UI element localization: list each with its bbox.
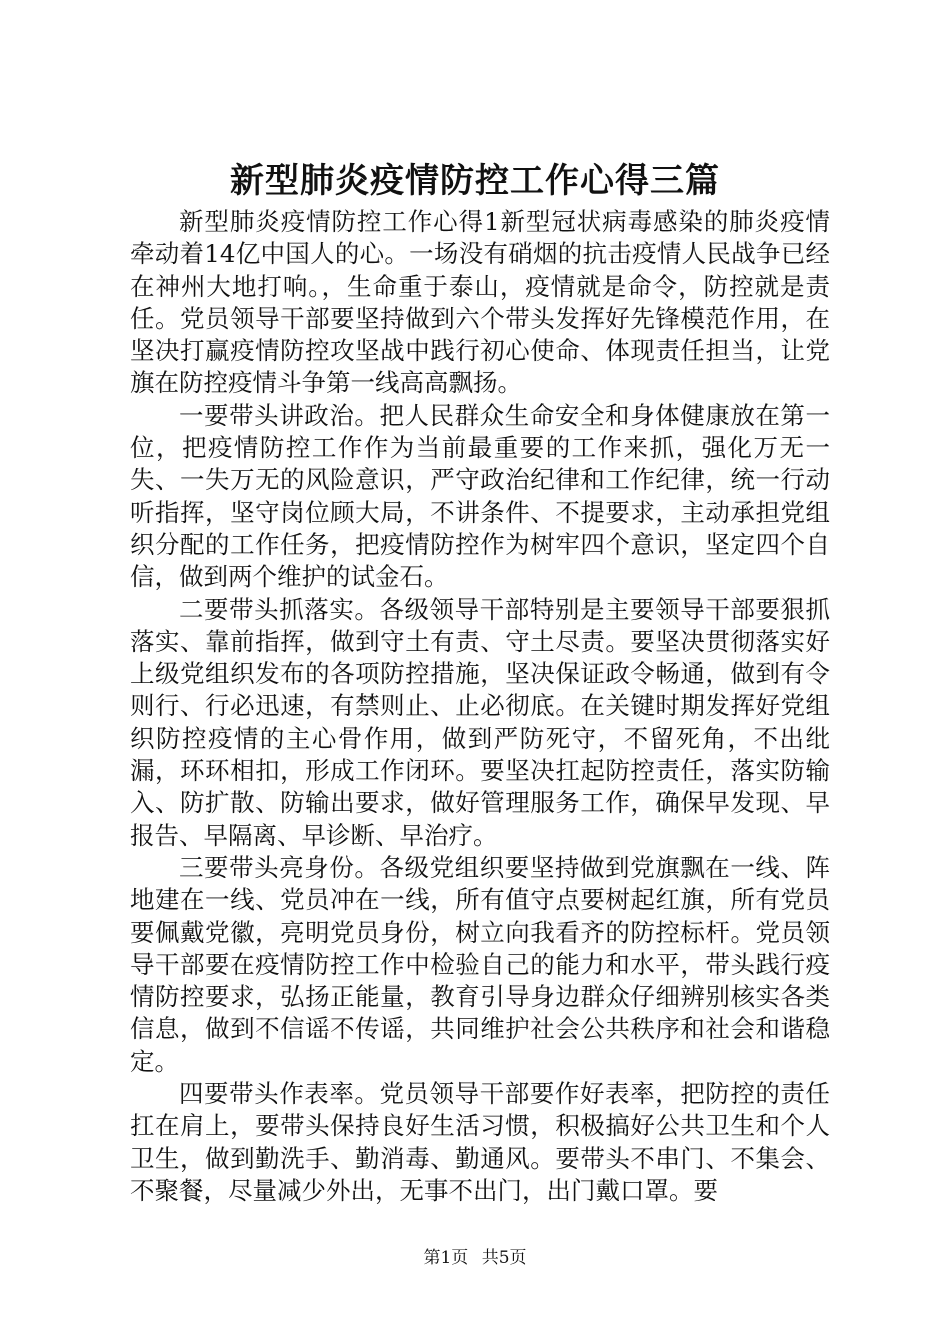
paragraph-intro: 新型肺炎疫情防控工作心得1新型冠状病毒感染的肺炎疫情牵动着14亿中国人的心。一场没有硝烟的抗击疫情人民战争已经在神州大地打响。，生命重于泰山，疫情就是命令，防控就是责任。党员领导干部要坚持做到六个带头发挥好先锋模范作用，在坚决打赢疫情防控攻坚战中践行初心使命、体现责任担当，让党旗在防控疫情斗争第一线高高飘扬。 <box>130 207 830 398</box>
page-number: 第1页 <box>423 1248 469 1268</box>
document-title: 新型肺炎疫情防控工作心得三篇 <box>230 161 720 201</box>
page-total: 共5页 <box>481 1248 527 1268</box>
paragraph-point-1: 一要带头讲政治。把人民群众生命安全和身体健康放在第一位，把疫情防控工作作为当前最重要的工作来抓，强化万无一失、一失万无的风险意识，严守政治纪律和工作纪律，统一行动听指挥，坚守岗位顾大局，不讲条件、不提要求，主动承担党组织分配的工作任务，把疫情防控作为树牢四个意识，坚定四个自信，做到两个维护的试金石。 <box>130 400 830 592</box>
paragraph-point-3: 三要带头亮身份。各级党组织要坚持做到党旗飘在一线、阵地建在一线、党员冲在一线，所有值守点要树起红旗，所有党员要佩戴党徽，亮明党员身份，树立向我看齐的防控标杆。党员领导干部要在疫情防控工作中检验自己的能力和水平，带头践行疫情防控要求，弘扬正能量，教育引导身边群众仔细辨别核实各类信息，做到不信谣不传谣，共同维护社会公共秩序和社会和谐稳定。 <box>130 852 830 1076</box>
paragraph-point-4: 四要带头作表率。党员领导干部要作好表率，把防控的责任扛在肩上，要带头保持良好生活习惯，积极搞好公共卫生和个人卫生，做到勤洗手、勤消毒、勤通风。要带头不串门、不集会、不聚餐，尽量减少外出，无事不出门，出门戴口罩。要 <box>130 1079 830 1205</box>
paragraph-point-2: 二要带头抓落实。各级领导干部特别是主要领导干部要狠抓落实、靠前指挥，做到守土有责、守土尽责。要坚决贯彻落实好上级党组织发布的各项防控措施，坚决保证政令畅通，做到有令则行、行必迅速，有禁则止、止必彻底。在关键时期发挥好党组织防控疫情的主心骨作用，做到严防死守，不留死角，不出纰漏，环环相扣，形成工作闭环。要坚决扛起防控责任，落实防输入、防扩散、防输出要求，做好管理服务工作，确保早发现、早报告、早隔离、早诊断、早治疗。 <box>130 594 830 850</box>
document-body <box>130 206 830 1207</box>
page-footer <box>0 1246 950 1270</box>
